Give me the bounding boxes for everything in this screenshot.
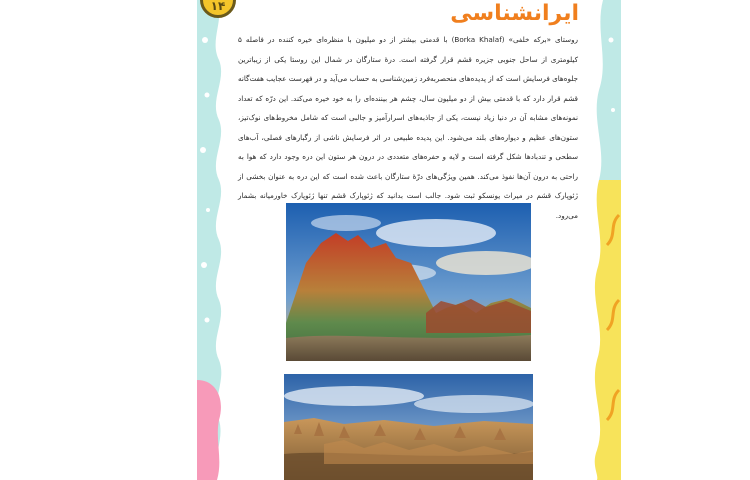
valley-of-stars-canyon-photo xyxy=(284,374,533,480)
page-title: ایرانشناسی xyxy=(450,1,579,26)
red-rock-formation-photo xyxy=(286,203,531,361)
paragraph-text: روستای «برکه خلفی» (Borka Khalaf) با قدمتی بیشتر از دو میلیون با منظره‌ای خیره کننده در فاصله ۵ کیلومتری از ساحل جنوبی جزیره قشم قرار گرفته است. درهٔ ستارگان در شمال این روستا یکی از زیباترین جلوه‌های فرسایش است که از پدیده‌های منحصربه‌فرد زمین‌شناسی به حساب می‌آید و در فهرست عجایب هفت‌گانه قشم قرار دارد که با قدمتی بیش از دو میلیون سال، چشم هر بیننده‌ای را به خود خیره می‌کند. این درّه که تعداد نمونه‌های مشابه آن در دنیا زیاد نیست، یکی از جاذبه‌های اسرارآمیز و جالبی است که شامل مخروط‌های نوک‌تیز، ستون‌های عظیم و دیواره‌های بلند می‌شود. این پدیده طبیعی در اثر فرسایش ناشی از رگبارهای فصلی، آب‌های سطحی و تندبادها شکل گرفته است و لایه و حفره‌های متعددی در درون هر ستون این دره وجود دارد که هوا به راحتی به درون آن‌ها نفوذ می‌کند. همین ویژگی‌های درّهٔ ستارگان باعث شده است که این دره به عنوان بخشی از ژئوپارک قشم در میراث یونسکو ثبت شود. جالب است بدانید که ژئوپارک قشم تنها ژئوپارک خاورمیانه بشمار می‌رود. xyxy=(238,35,579,220)
page-number-badge: ۱۴ xyxy=(200,0,236,18)
document-page xyxy=(197,0,621,480)
left-decorative-border xyxy=(197,0,227,480)
article-paragraph xyxy=(238,30,578,225)
right-decorative-border xyxy=(589,0,621,480)
